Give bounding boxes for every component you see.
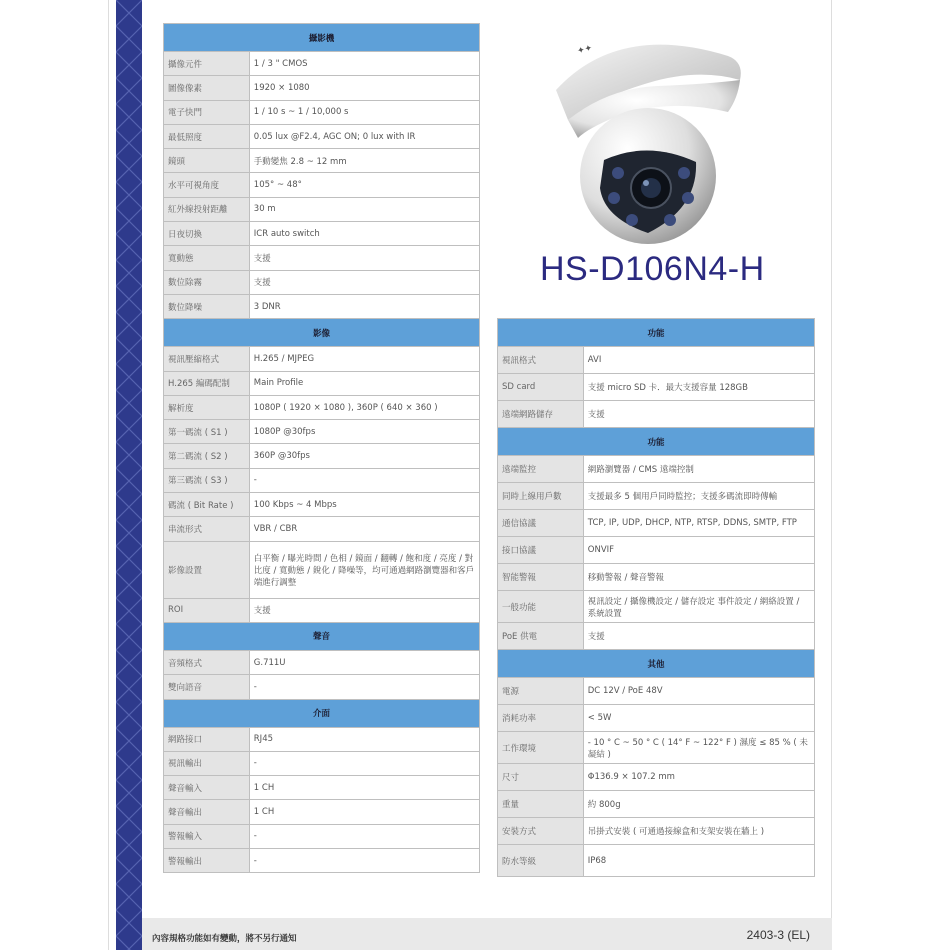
table-row <box>164 246 480 270</box>
row-value: 1 CH <box>249 776 479 800</box>
row-value: - <box>249 675 479 699</box>
row-label: 安裝方式 <box>498 818 584 845</box>
table-row <box>164 173 480 197</box>
row-label: 聲音輸出 <box>164 800 250 824</box>
row-label: H.265 編碼配制 <box>164 371 250 395</box>
section-header: 功能 <box>498 428 815 456</box>
table-row <box>498 591 815 623</box>
table-row <box>164 52 480 76</box>
model-number: HS-D106N4-H <box>540 250 765 288</box>
row-label: 攝像元件 <box>164 52 250 76</box>
row-value: IP68 <box>583 845 814 877</box>
table-row <box>498 537 815 564</box>
row-value: AVI <box>583 347 814 374</box>
row-label: 重量 <box>498 791 584 818</box>
row-label: 解析度 <box>164 395 250 419</box>
row-value: 支援 <box>249 598 479 622</box>
table-row <box>164 76 480 100</box>
table-row <box>164 541 480 598</box>
row-label: 數位降噪 <box>164 294 250 318</box>
table-row <box>164 124 480 148</box>
row-value: RJ45 <box>249 727 479 751</box>
section-header: 攝影機 <box>164 24 480 52</box>
table-row <box>498 705 815 732</box>
table-row <box>164 598 480 622</box>
table-row <box>164 468 480 492</box>
section-header: 功能 <box>498 319 815 347</box>
row-value: 支援 <box>249 270 479 294</box>
table-row <box>164 270 480 294</box>
row-label: 電子快門 <box>164 100 250 124</box>
row-label: 鏡頭 <box>164 149 250 173</box>
row-value: 1080P @30fps <box>249 420 479 444</box>
svg-text:✦✦: ✦✦ <box>576 42 594 56</box>
decorative-side-band <box>116 0 142 950</box>
row-value: 支援最多 5 個用戶同時監控；支援多碼流即時傳輸 <box>583 483 814 510</box>
row-label: 遠端網路儲存 <box>498 401 584 428</box>
table-row <box>164 149 480 173</box>
table-row <box>164 800 480 824</box>
row-value: - <box>249 824 479 848</box>
row-label: 視訊格式 <box>498 347 584 374</box>
table-row <box>164 650 480 674</box>
footer-note: 內容規格功能如有變動，將不另行通知 <box>152 934 297 944</box>
row-value: 支援 micro SD 卡．最大支援容量 128GB <box>583 374 814 401</box>
row-label: 第二碼流 ( S2 ) <box>164 444 250 468</box>
section-header: 影像 <box>164 319 480 347</box>
row-label: 聲音輸入 <box>164 776 250 800</box>
row-value: 白平衡 / 曝光時間 / 色相 / 鏡面 / 翻轉 / 飽和度 / 亮度 / 對比度 / 寬動態 / 銳化 / 降噪等，均可通過網路瀏覽器和客戶端進行調整 <box>249 541 479 598</box>
row-value: - <box>249 468 479 492</box>
row-value: Φ136.9 × 107.2 mm <box>583 764 814 791</box>
row-value: TCP, IP, UDP, DHCP, NTP, RTSP, DDNS, SMTP, FTP <box>583 510 814 537</box>
row-label: 電源 <box>498 678 584 705</box>
row-label: 寬動態 <box>164 246 250 270</box>
footer-bar <box>142 918 832 950</box>
row-label: 視訊壓縮格式 <box>164 347 250 371</box>
table-row <box>164 371 480 395</box>
row-label: 碼流 ( Bit Rate ) <box>164 493 250 517</box>
row-value: - <box>249 849 479 873</box>
row-value: VBR / CBR <box>249 517 479 541</box>
row-value: 3 DNR <box>249 294 479 318</box>
row-label: 數位除霧 <box>164 270 250 294</box>
table-row <box>164 100 480 124</box>
table-row <box>164 675 480 699</box>
row-value: 手動變焦 2.8 ~ 12 mm <box>249 149 479 173</box>
table-row <box>498 347 815 374</box>
row-label: 音頻格式 <box>164 650 250 674</box>
table-row <box>164 517 480 541</box>
row-value: H.265 / MJPEG <box>249 347 479 371</box>
row-label: 紅外線投射距離 <box>164 197 250 221</box>
row-label: 同時上線用戶數 <box>498 483 584 510</box>
row-value: 1080P ( 1920 × 1080 ), 360P ( 640 × 360 ) <box>249 395 479 419</box>
row-value: DC 12V / PoE 48V <box>583 678 814 705</box>
row-label: ROI <box>164 598 250 622</box>
table-row <box>164 444 480 468</box>
left-spec-table <box>163 23 480 873</box>
row-value: < 5W <box>583 705 814 732</box>
table-row <box>498 791 815 818</box>
row-label: 遠端監控 <box>498 456 584 483</box>
row-label: SD card <box>498 374 584 401</box>
table-row <box>498 456 815 483</box>
row-value: 360P @30fps <box>249 444 479 468</box>
row-value: ONVIF <box>583 537 814 564</box>
row-value: 1 CH <box>249 800 479 824</box>
row-value: 視訊設定 / 攝像機設定 / 儲存設定 事件設定 / 網絡設置 / 系統設置 <box>583 591 814 623</box>
row-label: 水平可視角度 <box>164 173 250 197</box>
row-label: 圖像像素 <box>164 76 250 100</box>
row-label: 一般功能 <box>498 591 584 623</box>
table-row <box>164 776 480 800</box>
row-value: Main Profile <box>249 371 479 395</box>
table-row <box>164 493 480 517</box>
table-row <box>164 751 480 775</box>
row-value: 100 Kbps ~ 4 Mbps <box>249 493 479 517</box>
row-label: 防水等級 <box>498 845 584 877</box>
row-value: 1920 × 1080 <box>249 76 479 100</box>
table-row <box>164 849 480 873</box>
table-row <box>164 395 480 419</box>
dome-camera-image <box>548 28 748 250</box>
table-row <box>498 510 815 537</box>
table-row <box>498 764 815 791</box>
table-row <box>498 845 815 877</box>
table-row <box>498 678 815 705</box>
row-value: 吊掛式安裝 ( 可通過接線盒和支架安裝在牆上 ) <box>583 818 814 845</box>
row-label: 串流形式 <box>164 517 250 541</box>
table-row <box>164 727 480 751</box>
table-row <box>498 623 815 650</box>
row-label: 最低照度 <box>164 124 250 148</box>
row-label: 警報輸入 <box>164 824 250 848</box>
row-label: 雙向語音 <box>164 675 250 699</box>
row-value: ICR auto switch <box>249 222 479 246</box>
row-value: 支援 <box>583 401 814 428</box>
row-label: PoE 供電 <box>498 623 584 650</box>
row-label: 警報輸出 <box>164 849 250 873</box>
document-code: 2403-3 (EL) <box>746 928 810 942</box>
row-value: - 10 ° C ~ 50 ° C ( 14° F ~ 122° F ) 濕度 ≤ 85 % ( 未凝結 ) <box>583 732 814 764</box>
right-spec-table <box>497 318 815 877</box>
row-value: 網路瀏覽器 / CMS 遠端控制 <box>583 456 814 483</box>
section-header: 聲音 <box>164 622 480 650</box>
table-row <box>164 420 480 444</box>
row-label: 網路接口 <box>164 727 250 751</box>
row-label: 第三碼流 ( S3 ) <box>164 468 250 492</box>
row-value: 支援 <box>249 246 479 270</box>
row-label: 接口協議 <box>498 537 584 564</box>
row-label: 影像設置 <box>164 541 250 598</box>
row-value: 支援 <box>583 623 814 650</box>
table-row <box>498 732 815 764</box>
table-row <box>498 374 815 401</box>
table-row <box>498 564 815 591</box>
row-value: 約 800g <box>583 791 814 818</box>
section-header: 其他 <box>498 650 815 678</box>
row-label: 尺寸 <box>498 764 584 791</box>
row-label: 消耗功率 <box>498 705 584 732</box>
table-row <box>164 197 480 221</box>
table-row <box>164 294 480 318</box>
row-value: 1 / 3 " CMOS <box>249 52 479 76</box>
row-value: 30 m <box>249 197 479 221</box>
row-label: 日夜切換 <box>164 222 250 246</box>
row-value: G.711U <box>249 650 479 674</box>
table-row <box>164 222 480 246</box>
table-row <box>498 818 815 845</box>
table-row <box>164 824 480 848</box>
table-row <box>498 401 815 428</box>
table-row <box>498 483 815 510</box>
table-row <box>164 347 480 371</box>
row-value: 0.05 lux @F2.4, AGC ON; 0 lux with IR <box>249 124 479 148</box>
row-label: 智能警報 <box>498 564 584 591</box>
row-label: 工作環境 <box>498 732 584 764</box>
row-value: 105° ~ 48° <box>249 173 479 197</box>
row-label: 通信協議 <box>498 510 584 537</box>
row-value: 1 / 10 s ~ 1 / 10,000 s <box>249 100 479 124</box>
row-value: 移動警報 / 聲音警報 <box>583 564 814 591</box>
row-value: - <box>249 751 479 775</box>
row-label: 第一碼流 ( S1 ) <box>164 420 250 444</box>
row-label: 視訊輸出 <box>164 751 250 775</box>
section-header: 介面 <box>164 699 480 727</box>
